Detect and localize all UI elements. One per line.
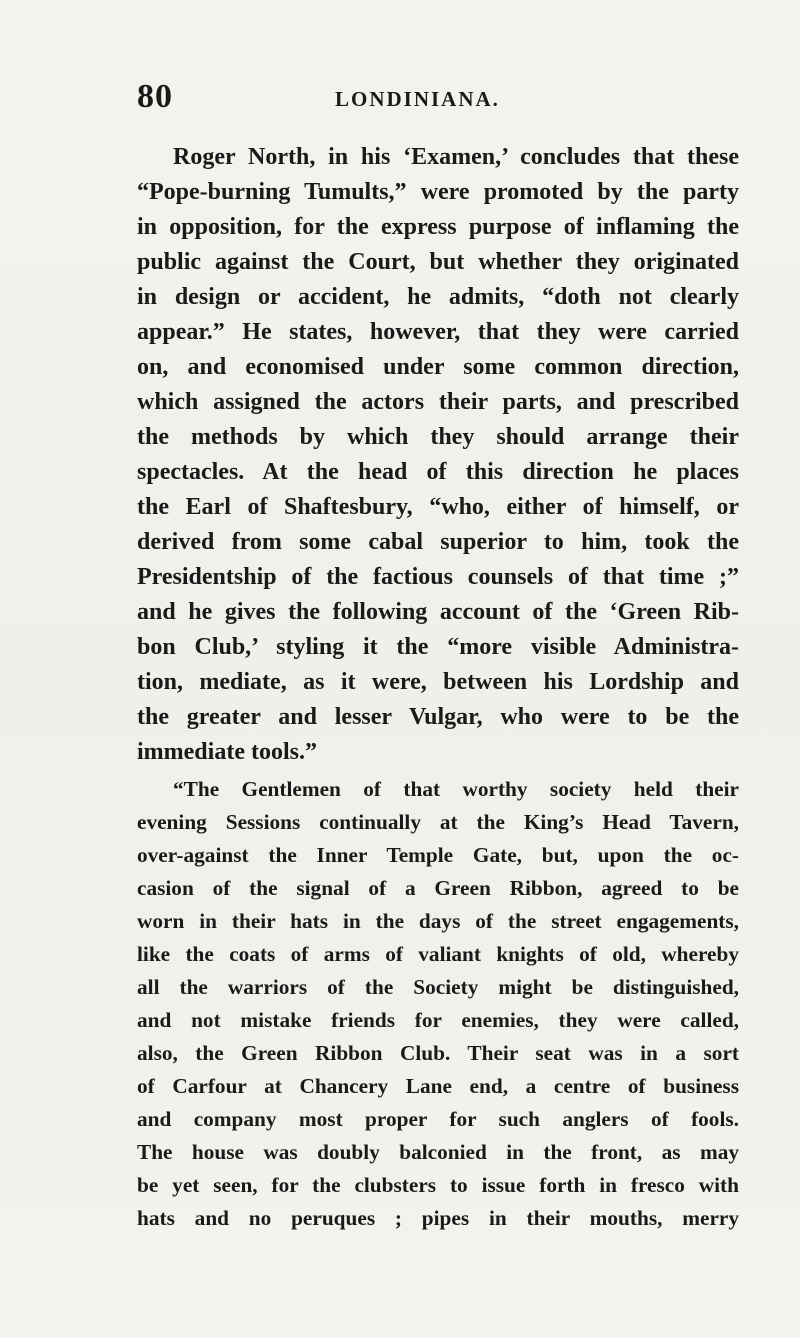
text-line: the methods by which they should arrange their (137, 424, 739, 450)
text-line: of Carfour at Chancery Lane end, a centre of business (137, 1074, 739, 1098)
text-line: spectacles. At the head of this direction he places (137, 459, 739, 485)
paragraph-2-quotation (137, 773, 739, 1235)
text-line: the greater and lesser Vulgar, who were to be the (137, 704, 739, 730)
text-line: be yet seen, for the clubsters to issue forth in fresco with (137, 1173, 739, 1197)
text-line: public against the Court, but whether they originated (137, 249, 739, 275)
text-line: appear.” He states, however, that they were carried (137, 319, 739, 345)
text-line: bon Club,’ styling it the “more visible Administra- (137, 634, 739, 660)
page-number: 80 (137, 78, 173, 115)
text-line: the Earl of Shaftesbury, “who, either of himself, or (137, 494, 739, 520)
text-line: worn in their hats in the days of the street engagements, (137, 909, 739, 933)
page-body (137, 140, 739, 1235)
text-line: “Pope-burning Tumults,” were promoted by the party (137, 179, 739, 205)
text-line: and company most proper for such anglers of fools. (137, 1107, 739, 1131)
text-line: derived from some cabal superior to him, took the (137, 529, 739, 555)
text-line: in design or accident, he admits, “doth not clearly (137, 284, 739, 310)
text-line: hats and no peruques ; pipes in their mouths, merry (137, 1206, 739, 1230)
text-line: casion of the signal of a Green Ribbon, agreed to be (137, 876, 739, 900)
text-line: over-against the Inner Temple Gate, but, upon the oc- (137, 843, 739, 867)
text-line: which assigned the actors their parts, and prescribed (137, 389, 739, 415)
page-header (137, 78, 737, 128)
text-line: immediate tools.” (137, 739, 317, 765)
text-line: all the warriors of the Society might be distinguished, (137, 975, 739, 999)
text-line: and he gives the following account of the ‘Green Rib- (137, 599, 739, 625)
text-line: evening Sessions continually at the King’s Head Tavern, (137, 810, 739, 834)
text-line: Roger North, in his ‘Examen,’ concludes that these (173, 144, 739, 170)
text-line: like the coats of arms of valiant knights of old, whereby (137, 942, 739, 966)
text-line: The house was doubly balconied in the front, as may (137, 1140, 739, 1164)
text-line: on, and economised under some common direction, (137, 354, 739, 380)
text-line: tion, mediate, as it were, between his Lordship and (137, 669, 739, 695)
running-head: LONDINIANA. (335, 87, 500, 111)
text-line: Presidentship of the factious counsels of that time ;” (137, 564, 739, 590)
text-line: and not mistake friends for enemies, they were called, (137, 1008, 739, 1032)
text-line: “The Gentlemen of that worthy society held their (173, 777, 739, 801)
text-line: in opposition, for the express purpose of inflaming the (137, 214, 739, 240)
text-line: also, the Green Ribbon Club. Their seat was in a sort (137, 1041, 739, 1065)
paragraph-1 (137, 140, 739, 770)
